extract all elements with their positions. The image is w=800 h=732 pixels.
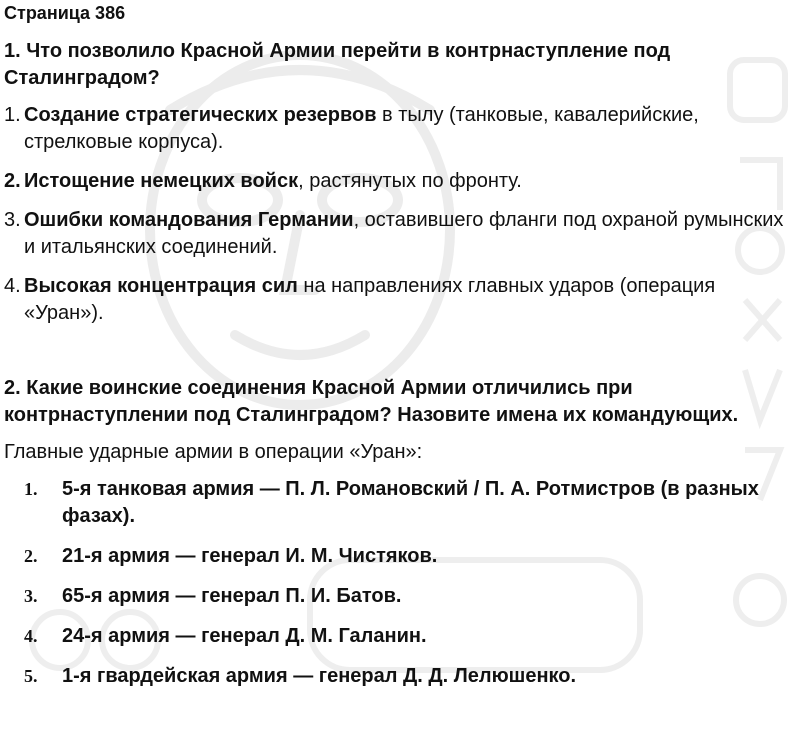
list-item	[4, 623, 800, 650]
list-item-rest: в тылу (танковые, кавалерийские, стрелковые корпуса).	[24, 104, 699, 153]
intro-text: Главные ударные армии в операции «Уран»:	[4, 441, 423, 463]
list-item-number: 2.	[24, 546, 38, 566]
list-item-number: 5.	[24, 666, 38, 686]
list-item	[4, 102, 800, 156]
list-item-number: 4.	[24, 626, 38, 646]
list-item-text	[24, 102, 800, 156]
list-item	[4, 543, 800, 570]
list-item-number: 2.	[4, 170, 21, 192]
list-item	[4, 168, 800, 195]
list-item-key-phrase: Создание стратегических резервов	[24, 104, 377, 126]
army-list	[4, 476, 800, 690]
list-item-number: 4.	[4, 275, 21, 297]
list-item	[4, 273, 800, 327]
list-item-number: 3.	[4, 209, 21, 231]
list-item-text	[24, 168, 800, 195]
list-item-text	[24, 207, 800, 261]
page-label: Страница 386	[4, 3, 126, 23]
list-item-key-phrase: Высокая концентрация сил	[24, 275, 298, 297]
list-item-key-phrase: Ошибки командования Германии	[24, 209, 354, 231]
content	[4, 2, 800, 690]
question-2: 2. Какие воинские соединения Красной Армии отличились при контрнаступлении под Сталинградом? Назовите имена их командующих.	[4, 377, 739, 426]
list-item-text: 65-я армия — генерал П. И. Батов.	[62, 585, 402, 607]
list-item-rest: , оставившего фланги под охраной румынских и итальянских соединений.	[24, 209, 784, 258]
list-item-key-phrase: Истощение немецких войск	[24, 170, 299, 192]
question-1: 1. Что позволило Красной Армии перейти в контрнаступление под Сталинградом?	[4, 40, 671, 89]
list-item-rest: на направлениях главных ударов (операция «Уран»).	[24, 275, 716, 324]
list-item-rest: , растянутых по фронту.	[298, 170, 522, 192]
list-item-number: 3.	[24, 586, 38, 606]
list-item-number: 1.	[4, 104, 21, 126]
list-item-text	[24, 273, 800, 327]
list-item	[4, 583, 800, 610]
list-item-text: 5-я танковая армия — П. Л. Романовский / П. А. Ротмистров (в разных фазах).	[62, 478, 759, 527]
list-item-number: 1.	[24, 479, 38, 499]
list-item-text: 1-я гвардейская армия — генерал Д. Д. Лелюшенко.	[62, 665, 577, 687]
list-item-text: 24-я армия — генерал Д. М. Галанин.	[62, 625, 427, 647]
list-item-text: 21-я армия — генерал И. М. Чистяков.	[62, 545, 438, 567]
list-item	[4, 476, 800, 530]
answer-list-1	[4, 102, 800, 327]
list-item	[4, 663, 800, 690]
list-item	[4, 207, 800, 261]
